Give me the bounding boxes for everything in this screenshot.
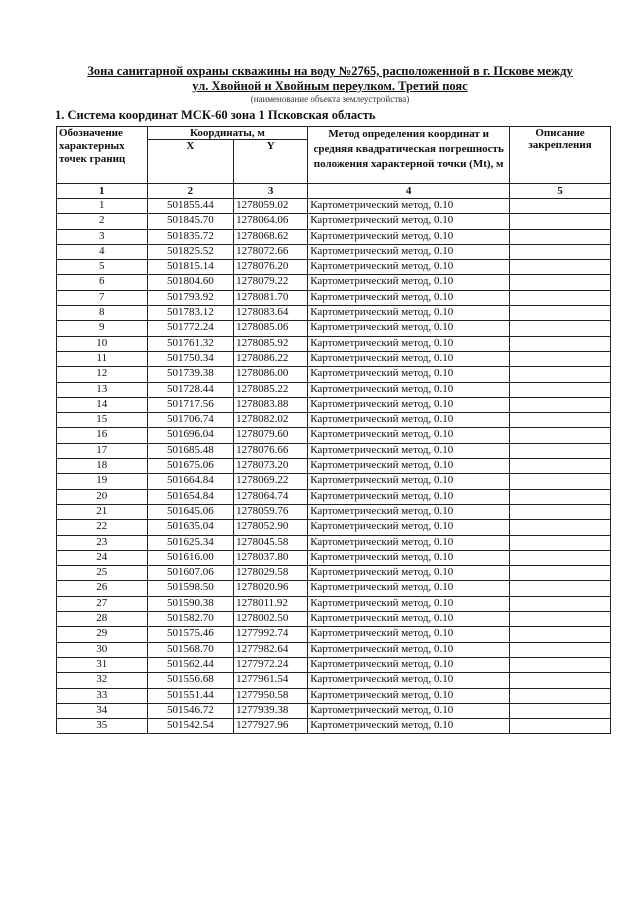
description-cell — [510, 642, 611, 657]
method-cell: Картометрический метод, 0.10 — [308, 489, 510, 504]
method-cell: Картометрический метод, 0.10 — [308, 550, 510, 565]
description-cell — [510, 443, 611, 458]
method-cell: Картометрический метод, 0.10 — [308, 336, 510, 351]
coord-y: 1278079.60 — [234, 428, 308, 443]
description-cell — [510, 367, 611, 382]
method-cell: Картометрический метод, 0.10 — [308, 504, 510, 519]
coord-y: 1278073.20 — [234, 459, 308, 474]
coord-x: 501562.44 — [147, 657, 233, 672]
description-cell — [510, 413, 611, 428]
title-line-1: Зона санитарной охраны скважины на воду №2765, расположенной в г. Пскове между — [87, 64, 573, 78]
coord-x: 501825.52 — [147, 244, 233, 259]
method-cell: Картометрический метод, 0.10 — [308, 703, 510, 718]
method-cell: Картометрический метод, 0.10 — [308, 290, 510, 305]
method-cell: Картометрический метод, 0.10 — [308, 719, 510, 734]
table-row — [57, 428, 611, 443]
coord-x: 501616.00 — [147, 550, 233, 565]
coord-x: 501675.06 — [147, 459, 233, 474]
coord-y: 1277961.54 — [234, 673, 308, 688]
method-cell: Картометрический метод, 0.10 — [308, 612, 510, 627]
coord-x: 501728.44 — [147, 382, 233, 397]
column-number: 5 — [510, 184, 611, 199]
point-number: 19 — [57, 474, 148, 489]
table-row — [57, 290, 611, 305]
point-number: 21 — [57, 504, 148, 519]
coordinates-rows — [57, 199, 611, 734]
table-row — [57, 535, 611, 550]
table-row — [57, 642, 611, 657]
point-number: 13 — [57, 382, 148, 397]
description-cell — [510, 566, 611, 581]
table-row — [57, 489, 611, 504]
description-cell — [510, 489, 611, 504]
description-cell — [510, 520, 611, 535]
method-cell: Картометрический метод, 0.10 — [308, 229, 510, 244]
method-cell: Картометрический метод, 0.10 — [308, 688, 510, 703]
column-number: 1 — [57, 184, 148, 199]
point-number: 18 — [57, 459, 148, 474]
point-number: 8 — [57, 306, 148, 321]
description-cell — [510, 612, 611, 627]
table-row — [57, 474, 611, 489]
description-cell — [510, 474, 611, 489]
point-number: 28 — [57, 612, 148, 627]
method-cell: Картометрический метод, 0.10 — [308, 275, 510, 290]
method-cell: Картометрический метод, 0.10 — [308, 520, 510, 535]
table-row — [57, 214, 611, 229]
title-line-2: ул. Хвойной и Хвойным переулком. Третий пояс — [192, 79, 468, 93]
coord-y: 1277927.96 — [234, 719, 308, 734]
coord-y: 1278069.22 — [234, 474, 308, 489]
description-cell — [510, 535, 611, 550]
coord-y: 1277982.64 — [234, 642, 308, 657]
point-number: 11 — [57, 351, 148, 366]
point-number: 35 — [57, 719, 148, 734]
table-row — [57, 306, 611, 321]
point-number: 16 — [57, 428, 148, 443]
coord-x: 501582.70 — [147, 612, 233, 627]
description-cell — [510, 229, 611, 244]
description-cell — [510, 351, 611, 366]
coord-y: 1278083.88 — [234, 397, 308, 412]
coord-y: 1278068.62 — [234, 229, 308, 244]
method-cell: Картометрический метод, 0.10 — [308, 627, 510, 642]
table-row — [57, 504, 611, 519]
table-row — [57, 260, 611, 275]
table-row — [57, 566, 611, 581]
table-row — [57, 229, 611, 244]
method-cell: Картометрический метод, 0.10 — [308, 214, 510, 229]
coord-y: 1278076.20 — [234, 260, 308, 275]
table-row — [57, 244, 611, 259]
method-cell: Картометрический метод, 0.10 — [308, 642, 510, 657]
description-cell — [510, 627, 611, 642]
coord-x: 501772.24 — [147, 321, 233, 336]
point-number: 3 — [57, 229, 148, 244]
point-number: 25 — [57, 566, 148, 581]
header-description: Описание закрепления — [510, 127, 611, 184]
description-cell — [510, 260, 611, 275]
coord-x: 501855.44 — [147, 199, 233, 214]
coord-x: 501598.50 — [147, 581, 233, 596]
method-cell: Картометрический метод, 0.10 — [308, 382, 510, 397]
table-row — [57, 520, 611, 535]
coord-y: 1278037.80 — [234, 550, 308, 565]
coord-x: 501706.74 — [147, 413, 233, 428]
coord-y: 1278083.64 — [234, 306, 308, 321]
point-number: 14 — [57, 397, 148, 412]
method-cell: Картометрический метод, 0.10 — [308, 306, 510, 321]
coord-y: 1278029.58 — [234, 566, 308, 581]
table-row — [57, 688, 611, 703]
description-cell — [510, 703, 611, 718]
point-number: 15 — [57, 413, 148, 428]
table-row — [57, 413, 611, 428]
coord-y: 1278064.74 — [234, 489, 308, 504]
point-number: 4 — [57, 244, 148, 259]
description-cell — [510, 673, 611, 688]
coord-x: 501575.46 — [147, 627, 233, 642]
description-cell — [510, 199, 611, 214]
table-row — [57, 351, 611, 366]
header-marks: Обозначение характерных точек границ — [57, 127, 148, 184]
table-row — [57, 612, 611, 627]
description-cell — [510, 581, 611, 596]
description-cell — [510, 428, 611, 443]
header-y: Y — [234, 140, 308, 184]
coord-x: 501804.60 — [147, 275, 233, 290]
coord-y: 1278086.22 — [234, 351, 308, 366]
description-cell — [510, 214, 611, 229]
description-cell — [510, 688, 611, 703]
header-x: X — [147, 140, 233, 184]
coord-y: 1278045.58 — [234, 535, 308, 550]
coord-y: 1278081.70 — [234, 290, 308, 305]
coord-x: 501685.48 — [147, 443, 233, 458]
method-cell: Картометрический метод, 0.10 — [308, 244, 510, 259]
point-number: 22 — [57, 520, 148, 535]
method-cell: Картометрический метод, 0.10 — [308, 397, 510, 412]
coord-x: 501845.70 — [147, 214, 233, 229]
point-number: 31 — [57, 657, 148, 672]
description-cell — [510, 336, 611, 351]
column-numbers-row — [57, 184, 611, 199]
coord-x: 501664.84 — [147, 474, 233, 489]
method-cell: Картометрический метод, 0.10 — [308, 566, 510, 581]
method-cell: Картометрический метод, 0.10 — [308, 428, 510, 443]
description-cell — [510, 459, 611, 474]
description-cell — [510, 290, 611, 305]
document-title — [60, 64, 600, 94]
point-number: 29 — [57, 627, 148, 642]
point-number: 9 — [57, 321, 148, 336]
coord-y: 1277972.24 — [234, 657, 308, 672]
method-cell: Картометрический метод, 0.10 — [308, 581, 510, 596]
method-cell: Картометрический метод, 0.10 — [308, 474, 510, 489]
point-number: 5 — [57, 260, 148, 275]
table-row — [57, 657, 611, 672]
point-number: 34 — [57, 703, 148, 718]
coord-y: 1278011.92 — [234, 596, 308, 611]
coord-y: 1278085.22 — [234, 382, 308, 397]
header-coordinates: Координаты, м — [147, 127, 308, 140]
table-row — [57, 673, 611, 688]
point-number: 23 — [57, 535, 148, 550]
description-cell — [510, 719, 611, 734]
point-number: 7 — [57, 290, 148, 305]
table-row — [57, 275, 611, 290]
coord-x: 501645.06 — [147, 504, 233, 519]
coord-x: 501761.32 — [147, 336, 233, 351]
coord-y: 1278086.00 — [234, 367, 308, 382]
coord-x: 501568.70 — [147, 642, 233, 657]
point-number: 1 — [57, 199, 148, 214]
coord-x: 501556.68 — [147, 673, 233, 688]
method-cell: Картометрический метод, 0.10 — [308, 459, 510, 474]
coord-x: 501625.34 — [147, 535, 233, 550]
coord-y: 1277950.58 — [234, 688, 308, 703]
point-number: 30 — [57, 642, 148, 657]
description-cell — [510, 397, 611, 412]
point-number: 6 — [57, 275, 148, 290]
table-row — [57, 367, 611, 382]
description-cell — [510, 382, 611, 397]
coord-x: 501551.44 — [147, 688, 233, 703]
coord-y: 1278072.66 — [234, 244, 308, 259]
point-number: 12 — [57, 367, 148, 382]
column-number: 3 — [234, 184, 308, 199]
coord-x: 501696.04 — [147, 428, 233, 443]
table-row — [57, 703, 611, 718]
point-number: 2 — [57, 214, 148, 229]
coord-x: 501542.54 — [147, 719, 233, 734]
table-row — [57, 627, 611, 642]
point-number: 17 — [57, 443, 148, 458]
point-number: 10 — [57, 336, 148, 351]
method-cell: Картометрический метод, 0.10 — [308, 673, 510, 688]
coord-y: 1278002.50 — [234, 612, 308, 627]
method-cell: Картометрический метод, 0.10 — [308, 596, 510, 611]
description-cell — [510, 596, 611, 611]
coordinates-table — [56, 126, 611, 734]
column-number: 4 — [308, 184, 510, 199]
table-row — [57, 382, 611, 397]
coord-y: 1278085.06 — [234, 321, 308, 336]
section-heading: 1. Система координат МСК-60 зона 1 Псковская область — [55, 108, 376, 122]
method-cell: Картометрический метод, 0.10 — [308, 367, 510, 382]
coord-y: 1278064.06 — [234, 214, 308, 229]
table-row — [57, 581, 611, 596]
coord-x: 501783.12 — [147, 306, 233, 321]
method-cell: Картометрический метод, 0.10 — [308, 657, 510, 672]
description-cell — [510, 657, 611, 672]
point-number: 32 — [57, 673, 148, 688]
coord-y: 1277992.74 — [234, 627, 308, 642]
coord-x: 501739.38 — [147, 367, 233, 382]
method-cell: Картометрический метод, 0.10 — [308, 199, 510, 214]
description-cell — [510, 306, 611, 321]
table-row — [57, 397, 611, 412]
point-number: 33 — [57, 688, 148, 703]
coord-x: 501750.34 — [147, 351, 233, 366]
coord-y: 1278085.92 — [234, 336, 308, 351]
description-cell — [510, 244, 611, 259]
table-row — [57, 719, 611, 734]
title-caption: (наименование объекта землеустройства) — [250, 94, 410, 104]
coord-x: 501835.72 — [147, 229, 233, 244]
description-cell — [510, 275, 611, 290]
point-number: 27 — [57, 596, 148, 611]
table-row — [57, 336, 611, 351]
table-row — [57, 443, 611, 458]
coord-x: 501546.72 — [147, 703, 233, 718]
description-cell — [510, 504, 611, 519]
table-row — [57, 459, 611, 474]
coord-x: 501590.38 — [147, 596, 233, 611]
point-number: 20 — [57, 489, 148, 504]
coord-y: 1277939.38 — [234, 703, 308, 718]
coord-y: 1278082.02 — [234, 413, 308, 428]
coord-x: 501654.84 — [147, 489, 233, 504]
table-row — [57, 321, 611, 336]
coord-y: 1278076.66 — [234, 443, 308, 458]
method-cell: Картометрический метод, 0.10 — [308, 443, 510, 458]
point-number: 24 — [57, 550, 148, 565]
coord-y: 1278052.90 — [234, 520, 308, 535]
method-cell: Картометрический метод, 0.10 — [308, 351, 510, 366]
method-cell: Картометрический метод, 0.10 — [308, 535, 510, 550]
coord-y: 1278059.02 — [234, 199, 308, 214]
coord-x: 501635.04 — [147, 520, 233, 535]
method-cell: Картометрический метод, 0.10 — [308, 321, 510, 336]
description-cell — [510, 321, 611, 336]
table-row — [57, 596, 611, 611]
method-cell: Картометрический метод, 0.10 — [308, 260, 510, 275]
coord-y: 1278079.22 — [234, 275, 308, 290]
table-row — [57, 550, 611, 565]
column-number: 2 — [147, 184, 233, 199]
coord-y: 1278059.76 — [234, 504, 308, 519]
table-row — [57, 199, 611, 214]
coord-y: 1278020.96 — [234, 581, 308, 596]
coord-x: 501815.14 — [147, 260, 233, 275]
header-method: Метод определения координат и средняя квадратическая погрешность положения характерной точки (Mt), м — [308, 127, 510, 184]
method-cell: Картометрический метод, 0.10 — [308, 413, 510, 428]
coord-x: 501793.92 — [147, 290, 233, 305]
description-cell — [510, 550, 611, 565]
coord-x: 501717.56 — [147, 397, 233, 412]
coord-x: 501607.06 — [147, 566, 233, 581]
point-number: 26 — [57, 581, 148, 596]
